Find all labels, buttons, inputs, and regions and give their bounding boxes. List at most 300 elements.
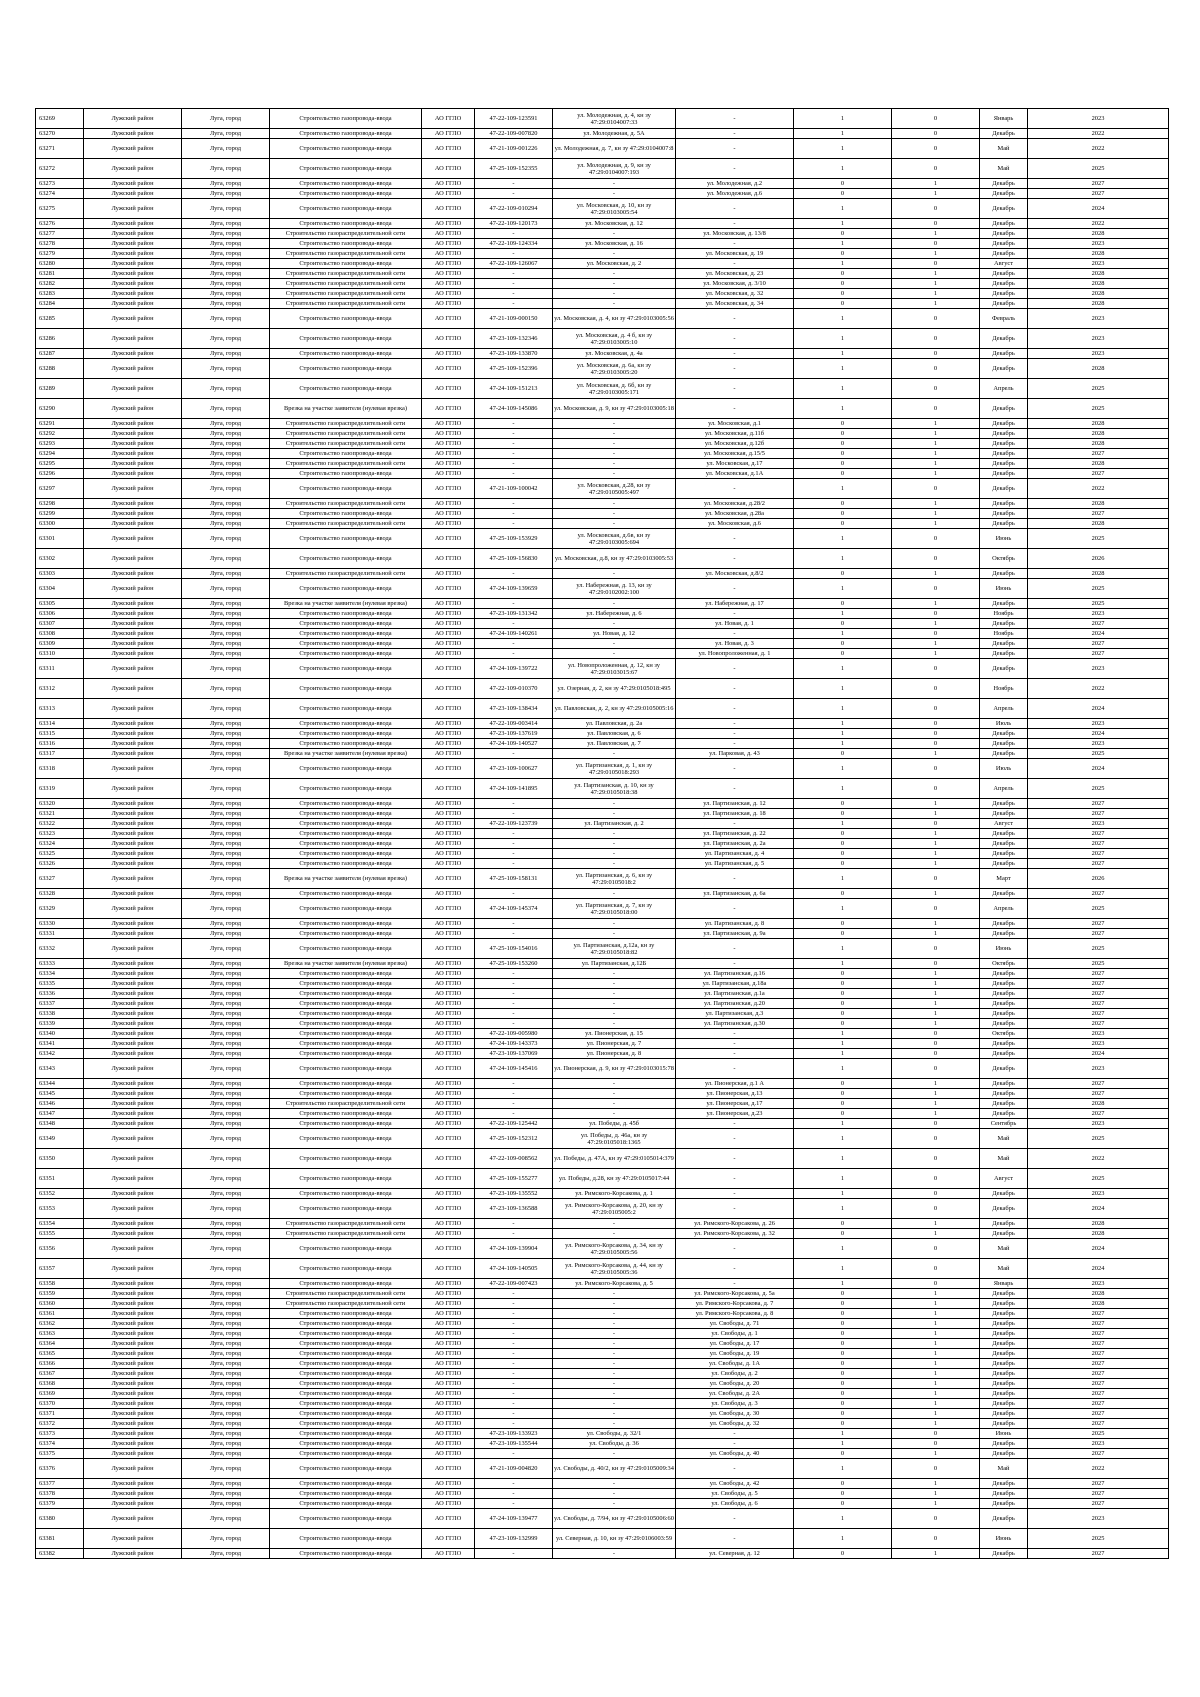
month-cell: Декабрь: [980, 279, 1028, 289]
object-id-cell: 63326: [36, 859, 84, 869]
count-applicant-cell: 0: [794, 1379, 892, 1389]
year-cell: 2022: [1028, 1459, 1169, 1479]
table-row: [36, 579, 1169, 599]
object-id-cell: 63281: [36, 269, 84, 279]
count-applicant-cell: 0: [794, 839, 892, 849]
district-cell: Лужский район: [84, 549, 182, 569]
settlement-cell: Луга, город: [182, 299, 270, 309]
organization-cell: АО ГГЛО: [422, 1239, 475, 1259]
application-number-cell: -: [475, 569, 553, 579]
count-other-cell: 1: [892, 269, 980, 279]
organization-cell: АО ГГЛО: [422, 139, 475, 159]
district-cell: Лужский район: [84, 1329, 182, 1339]
application-number-cell: -: [475, 459, 553, 469]
object-id-cell: 63342: [36, 1049, 84, 1059]
organization-cell: АО ГГЛО: [422, 1129, 475, 1149]
object-id-cell: 63344: [36, 1079, 84, 1089]
work-type-cell: Строительство газопровода-ввода: [270, 969, 422, 979]
month-cell: Декабрь: [980, 999, 1028, 1009]
count-applicant-cell: 0: [794, 1019, 892, 1029]
year-cell: 2028: [1028, 1289, 1169, 1299]
applicant-address-cell: -: [553, 1079, 676, 1089]
year-cell: 2028: [1028, 1229, 1169, 1239]
organization-cell: АО ГГЛО: [422, 1089, 475, 1099]
table-row: [36, 999, 1169, 1009]
table-row: [36, 629, 1169, 639]
count-other-cell: 0: [892, 1439, 980, 1449]
object-id-cell: 63338: [36, 1009, 84, 1019]
work-type-cell: Строительство газопровода-ввода: [270, 109, 422, 129]
application-number-cell: 47-22-109-123739: [475, 819, 553, 829]
year-cell: 2027: [1028, 1499, 1169, 1509]
object-id-cell: 63315: [36, 729, 84, 739]
settlement-cell: Луга, город: [182, 1489, 270, 1499]
object-id-cell: 63359: [36, 1289, 84, 1299]
applicant-address-cell: -: [553, 279, 676, 289]
count-applicant-cell: 1: [794, 959, 892, 969]
applicant-address-cell: ул. Павловская, д. 7: [553, 739, 676, 749]
month-cell: Сентябрь: [980, 1119, 1028, 1129]
count-other-cell: 1: [892, 299, 980, 309]
count-other-cell: 1: [892, 599, 980, 609]
object-address-cell: -: [676, 1459, 794, 1479]
organization-cell: АО ГГЛО: [422, 649, 475, 659]
month-cell: Декабрь: [980, 509, 1028, 519]
object-id-cell: 63288: [36, 359, 84, 379]
work-type-cell: Строительство газопровода-ввода: [270, 549, 422, 569]
settlement-cell: Луга, город: [182, 1029, 270, 1039]
district-cell: Лужский район: [84, 1259, 182, 1279]
object-address-cell: ул. Партизанская, д.1а: [676, 989, 794, 999]
table-row: [36, 159, 1169, 179]
object-id-cell: 63325: [36, 849, 84, 859]
applicant-address-cell: ул. Московская, д. 16: [553, 239, 676, 249]
settlement-cell: Луга, город: [182, 269, 270, 279]
count-other-cell: 0: [892, 399, 980, 419]
year-cell: 2024: [1028, 699, 1169, 719]
work-type-cell: Строительство газопровода-ввода: [270, 1049, 422, 1059]
object-address-cell: -: [676, 1039, 794, 1049]
applicant-address-cell: ул. Павловская, д. 2а: [553, 719, 676, 729]
count-applicant-cell: 1: [794, 1239, 892, 1259]
year-cell: 2025: [1028, 899, 1169, 919]
settlement-cell: Луга, город: [182, 359, 270, 379]
organization-cell: АО ГГЛО: [422, 679, 475, 699]
object-address-cell: ул. Партизанская, д. 8: [676, 919, 794, 929]
applicant-address-cell: -: [553, 1489, 676, 1499]
table-row: [36, 429, 1169, 439]
month-cell: Декабрь: [980, 449, 1028, 459]
year-cell: 2027: [1028, 1329, 1169, 1339]
count-applicant-cell: 1: [794, 659, 892, 679]
organization-cell: АО ГГЛО: [422, 1379, 475, 1389]
organization-cell: АО ГГЛО: [422, 569, 475, 579]
count-other-cell: 0: [892, 719, 980, 729]
application-number-cell: -: [475, 1409, 553, 1419]
district-cell: Лужский район: [84, 649, 182, 659]
year-cell: 2028: [1028, 359, 1169, 379]
month-cell: Декабрь: [980, 1349, 1028, 1359]
count-applicant-cell: 1: [794, 739, 892, 749]
count-applicant-cell: 1: [794, 1189, 892, 1199]
work-type-cell: Строительство газопровода-ввода: [270, 649, 422, 659]
table-row: [36, 1389, 1169, 1399]
work-type-cell: Строительство газопровода-ввода: [270, 239, 422, 249]
settlement-cell: Луга, город: [182, 939, 270, 959]
month-cell: Май: [980, 1239, 1028, 1259]
table-row: [36, 1529, 1169, 1549]
object-id-cell: 63381: [36, 1529, 84, 1549]
count-applicant-cell: 1: [794, 1279, 892, 1289]
work-type-cell: Строительство газопровода-ввода: [270, 1509, 422, 1529]
work-type-cell: Строительство газопровода-ввода: [270, 1199, 422, 1219]
year-cell: 2027: [1028, 449, 1169, 459]
month-cell: Декабрь: [980, 519, 1028, 529]
year-cell: 2025: [1028, 579, 1169, 599]
year-cell: 2025: [1028, 599, 1169, 609]
object-address-cell: ул. Северная, д. 12: [676, 1549, 794, 1559]
applicant-address-cell: -: [553, 859, 676, 869]
settlement-cell: Луга, город: [182, 199, 270, 219]
count-other-cell: 1: [892, 929, 980, 939]
organization-cell: АО ГГЛО: [422, 229, 475, 239]
applicant-address-cell: ул. Римского-Корсакова, д. 1: [553, 1189, 676, 1199]
district-cell: Лужский район: [84, 1419, 182, 1429]
application-number-cell: 47-23-109-131342: [475, 609, 553, 619]
work-type-cell: Строительство газопровода-ввода: [270, 729, 422, 739]
district-cell: Лужский район: [84, 1299, 182, 1309]
district-cell: Лужский район: [84, 759, 182, 779]
district-cell: Лужский район: [84, 179, 182, 189]
object-id-cell: 63374: [36, 1439, 84, 1449]
month-cell: Декабрь: [980, 749, 1028, 759]
month-cell: Июнь: [980, 939, 1028, 959]
application-number-cell: -: [475, 1089, 553, 1099]
count-other-cell: 0: [892, 239, 980, 249]
work-type-cell: Строительство газопровода-ввода: [270, 819, 422, 829]
object-address-cell: ул. Московская, д.28/2: [676, 499, 794, 509]
object-address-cell: -: [676, 349, 794, 359]
object-address-cell: -: [676, 579, 794, 599]
work-type-cell: Строительство газопровода-ввода: [270, 839, 422, 849]
work-type-cell: Строительство газопровода-ввода: [270, 259, 422, 269]
organization-cell: АО ГГЛО: [422, 499, 475, 509]
application-number-cell: 47-25-109-153929: [475, 529, 553, 549]
application-number-cell: 47-24-109-145086: [475, 399, 553, 419]
count-other-cell: 1: [892, 1489, 980, 1499]
applicant-address-cell: ул. Московская, д. 4а: [553, 349, 676, 359]
object-address-cell: ул. Партизанская, д.18а: [676, 979, 794, 989]
organization-cell: АО ГГЛО: [422, 799, 475, 809]
count-other-cell: 1: [892, 1109, 980, 1119]
object-address-cell: -: [676, 159, 794, 179]
application-number-cell: -: [475, 289, 553, 299]
count-other-cell: 0: [892, 1149, 980, 1169]
count-applicant-cell: 1: [794, 679, 892, 699]
count-other-cell: 1: [892, 849, 980, 859]
district-cell: Лужский район: [84, 1459, 182, 1479]
count-other-cell: 1: [892, 1339, 980, 1349]
organization-cell: АО ГГЛО: [422, 479, 475, 499]
work-type-cell: Строительство газопровода-ввода: [270, 659, 422, 679]
month-cell: Декабрь: [980, 849, 1028, 859]
month-cell: Ноябрь: [980, 609, 1028, 619]
count-applicant-cell: 0: [794, 1479, 892, 1489]
district-cell: Лужский район: [84, 659, 182, 679]
organization-cell: АО ГГЛО: [422, 1169, 475, 1189]
month-cell: Декабрь: [980, 1199, 1028, 1219]
work-type-cell: Врезка на участке заявителя (нулевая врезка): [270, 959, 422, 969]
count-applicant-cell: 0: [794, 829, 892, 839]
table-row: [36, 1509, 1169, 1529]
settlement-cell: Луга, город: [182, 469, 270, 479]
district-cell: Лужский район: [84, 189, 182, 199]
applicant-address-cell: ул. Московская, д. 4 б, кн зу 47:29:0103005:10: [553, 329, 676, 349]
object-address-cell: -: [676, 729, 794, 739]
count-other-cell: 1: [892, 1449, 980, 1459]
applicant-address-cell: ул. Римского-Корсакова, д. 34, кн зу 47:29:0105005:56: [553, 1239, 676, 1259]
object-address-cell: -: [676, 1199, 794, 1219]
month-cell: Август: [980, 819, 1028, 829]
settlement-cell: Луга, город: [182, 509, 270, 519]
object-id-cell: 63330: [36, 919, 84, 929]
year-cell: 2028: [1028, 1299, 1169, 1309]
object-id-cell: 63300: [36, 519, 84, 529]
year-cell: 2027: [1028, 1549, 1169, 1559]
month-cell: Декабрь: [980, 1089, 1028, 1099]
object-address-cell: ул. Московская, д.12б: [676, 439, 794, 449]
organization-cell: АО ГГЛО: [422, 849, 475, 859]
work-type-cell: Строительство газопровода-ввода: [270, 1109, 422, 1119]
object-id-cell: 63328: [36, 889, 84, 899]
settlement-cell: Луга, город: [182, 1059, 270, 1079]
object-id-cell: 63352: [36, 1189, 84, 1199]
application-number-cell: -: [475, 1399, 553, 1409]
table-row: [36, 739, 1169, 749]
object-id-cell: 63309: [36, 639, 84, 649]
table-row: [36, 1299, 1169, 1309]
count-applicant-cell: 0: [794, 269, 892, 279]
count-other-cell: 1: [892, 1499, 980, 1509]
object-address-cell: -: [676, 239, 794, 249]
table-row: [36, 1439, 1169, 1449]
table-row: [36, 569, 1169, 579]
year-cell: 2023: [1028, 739, 1169, 749]
count-applicant-cell: 0: [794, 1009, 892, 1019]
application-number-cell: -: [475, 999, 553, 1009]
application-number-cell: -: [475, 1219, 553, 1229]
month-cell: Декабрь: [980, 479, 1028, 499]
month-cell: Декабрь: [980, 799, 1028, 809]
district-cell: Лужский район: [84, 959, 182, 969]
work-type-cell: Строительство газопровода-ввода: [270, 449, 422, 459]
work-type-cell: Строительство газопровода-ввода: [270, 739, 422, 749]
object-address-cell: ул. Свободы, д. 19: [676, 1349, 794, 1359]
organization-cell: АО ГГЛО: [422, 629, 475, 639]
count-other-cell: 1: [892, 1009, 980, 1019]
table-row: [36, 1429, 1169, 1439]
object-id-cell: 63301: [36, 529, 84, 549]
object-id-cell: 63333: [36, 959, 84, 969]
count-applicant-cell: 0: [794, 1349, 892, 1359]
work-type-cell: Строительство газораспределительной сети: [270, 289, 422, 299]
organization-cell: АО ГГЛО: [422, 1409, 475, 1419]
application-number-cell: 47-24-109-143373: [475, 1039, 553, 1049]
year-cell: 2027: [1028, 1419, 1169, 1429]
count-other-cell: 1: [892, 1329, 980, 1339]
table-row: [36, 1279, 1169, 1289]
count-other-cell: 1: [892, 279, 980, 289]
work-type-cell: Строительство газопровода-ввода: [270, 1009, 422, 1019]
object-address-cell: ул. Пионерская, д.13: [676, 1089, 794, 1099]
work-type-cell: Строительство газопровода-ввода: [270, 1359, 422, 1369]
organization-cell: АО ГГЛО: [422, 1329, 475, 1339]
object-address-cell: ул. Партизанская, д. 18: [676, 809, 794, 819]
count-other-cell: 0: [892, 349, 980, 359]
document-page: [35, 108, 1168, 1559]
table-row: [36, 859, 1169, 869]
object-address-cell: -: [676, 1189, 794, 1199]
settlement-cell: Луга, город: [182, 1049, 270, 1059]
organization-cell: АО ГГЛО: [422, 1479, 475, 1489]
settlement-cell: Луга, город: [182, 1199, 270, 1219]
work-type-cell: Строительство газопровода-ввода: [270, 129, 422, 139]
object-id-cell: 63287: [36, 349, 84, 359]
object-address-cell: ул. Московская, д.17: [676, 459, 794, 469]
table-row: [36, 989, 1169, 999]
object-address-cell: ул. Римского-Корсакова, д. 8: [676, 1309, 794, 1319]
object-address-cell: -: [676, 1149, 794, 1169]
applicant-address-cell: ул. Молодежная, д. 5А: [553, 129, 676, 139]
settlement-cell: Луга, город: [182, 809, 270, 819]
district-cell: Лужский район: [84, 1399, 182, 1409]
count-applicant-cell: 1: [794, 1039, 892, 1049]
applicant-address-cell: -: [553, 269, 676, 279]
application-number-cell: 47-22-109-007820: [475, 129, 553, 139]
object-address-cell: ул. Свободы, д. 1: [676, 1329, 794, 1339]
work-type-cell: Строительство газопровода-ввода: [270, 189, 422, 199]
object-id-cell: 63297: [36, 479, 84, 499]
count-applicant-cell: 0: [794, 1339, 892, 1349]
settlement-cell: Луга, город: [182, 189, 270, 199]
month-cell: Июнь: [980, 1529, 1028, 1549]
organization-cell: АО ГГЛО: [422, 829, 475, 839]
settlement-cell: Луга, город: [182, 1099, 270, 1109]
table-row: [36, 1259, 1169, 1279]
object-address-cell: -: [676, 309, 794, 329]
count-applicant-cell: 0: [794, 989, 892, 999]
settlement-cell: Луга, город: [182, 1239, 270, 1259]
applicant-address-cell: -: [553, 1369, 676, 1379]
year-cell: 2028: [1028, 569, 1169, 579]
application-number-cell: 47-22-109-010370: [475, 679, 553, 699]
year-cell: 2025: [1028, 749, 1169, 759]
applicant-address-cell: -: [553, 509, 676, 519]
district-cell: Лужский район: [84, 819, 182, 829]
applicant-address-cell: -: [553, 839, 676, 849]
month-cell: Декабрь: [980, 1449, 1028, 1459]
object-id-cell: 63329: [36, 899, 84, 919]
application-number-cell: 47-21-109-004820: [475, 1459, 553, 1479]
settlement-cell: Луга, город: [182, 979, 270, 989]
count-other-cell: 0: [892, 1259, 980, 1279]
object-id-cell: 63369: [36, 1389, 84, 1399]
organization-cell: АО ГГЛО: [422, 919, 475, 929]
count-other-cell: 0: [892, 1059, 980, 1079]
district-cell: Лужский район: [84, 1359, 182, 1369]
object-id-cell: 63348: [36, 1119, 84, 1129]
count-applicant-cell: 1: [794, 1509, 892, 1529]
applicant-address-cell: -: [553, 649, 676, 659]
table-row: [36, 889, 1169, 899]
district-cell: Лужский район: [84, 249, 182, 259]
settlement-cell: Луга, город: [182, 609, 270, 619]
object-address-cell: -: [676, 719, 794, 729]
count-applicant-cell: 1: [794, 779, 892, 799]
applicant-address-cell: -: [553, 419, 676, 429]
object-id-cell: 63286: [36, 329, 84, 349]
object-id-cell: 63372: [36, 1419, 84, 1429]
organization-cell: АО ГГЛО: [422, 1149, 475, 1169]
application-number-cell: 47-24-109-139904: [475, 1239, 553, 1259]
settlement-cell: Луга, город: [182, 1369, 270, 1379]
organization-cell: АО ГГЛО: [422, 459, 475, 469]
settlement-cell: Луга, город: [182, 799, 270, 809]
district-cell: Лужский район: [84, 299, 182, 309]
object-id-cell: 63290: [36, 399, 84, 419]
month-cell: Декабрь: [980, 199, 1028, 219]
applicant-address-cell: -: [553, 1009, 676, 1019]
table-row: [36, 499, 1169, 509]
table-row: [36, 1119, 1169, 1129]
settlement-cell: Луга, город: [182, 569, 270, 579]
applicant-address-cell: -: [553, 1019, 676, 1029]
applicant-address-cell: -: [553, 829, 676, 839]
count-other-cell: 1: [892, 999, 980, 1009]
application-number-cell: 47-21-109-100042: [475, 479, 553, 499]
application-number-cell: -: [475, 1479, 553, 1489]
object-address-cell: -: [676, 139, 794, 159]
count-other-cell: 1: [892, 979, 980, 989]
object-address-cell: -: [676, 1129, 794, 1149]
applicant-address-cell: ул. Московская, д. 12: [553, 219, 676, 229]
district-cell: Лужский район: [84, 599, 182, 609]
application-number-cell: 47-24-109-141895: [475, 779, 553, 799]
object-address-cell: -: [676, 379, 794, 399]
applicant-address-cell: ул. Партизанская, д. 7, кн зу 47:29:0105018:00: [553, 899, 676, 919]
organization-cell: АО ГГЛО: [422, 189, 475, 199]
year-cell: 2027: [1028, 929, 1169, 939]
count-applicant-cell: 0: [794, 1399, 892, 1409]
count-applicant-cell: 1: [794, 759, 892, 779]
work-type-cell: Строительство газопровода-ввода: [270, 799, 422, 809]
district-cell: Лужский район: [84, 309, 182, 329]
count-other-cell: 0: [892, 699, 980, 719]
count-applicant-cell: 1: [794, 359, 892, 379]
count-applicant-cell: 1: [794, 379, 892, 399]
object-id-cell: 63310: [36, 649, 84, 659]
count-applicant-cell: 1: [794, 1439, 892, 1449]
application-number-cell: 47-25-109-152355: [475, 159, 553, 179]
settlement-cell: Луга, город: [182, 249, 270, 259]
work-type-cell: Строительство газораспределительной сети: [270, 429, 422, 439]
application-number-cell: 47-25-109-152312: [475, 1129, 553, 1149]
count-other-cell: 1: [892, 439, 980, 449]
work-type-cell: Строительство газораспределительной сети: [270, 459, 422, 469]
district-cell: Лужский район: [84, 1549, 182, 1559]
count-other-cell: 1: [892, 639, 980, 649]
work-type-cell: Строительство газопровода-ввода: [270, 479, 422, 499]
